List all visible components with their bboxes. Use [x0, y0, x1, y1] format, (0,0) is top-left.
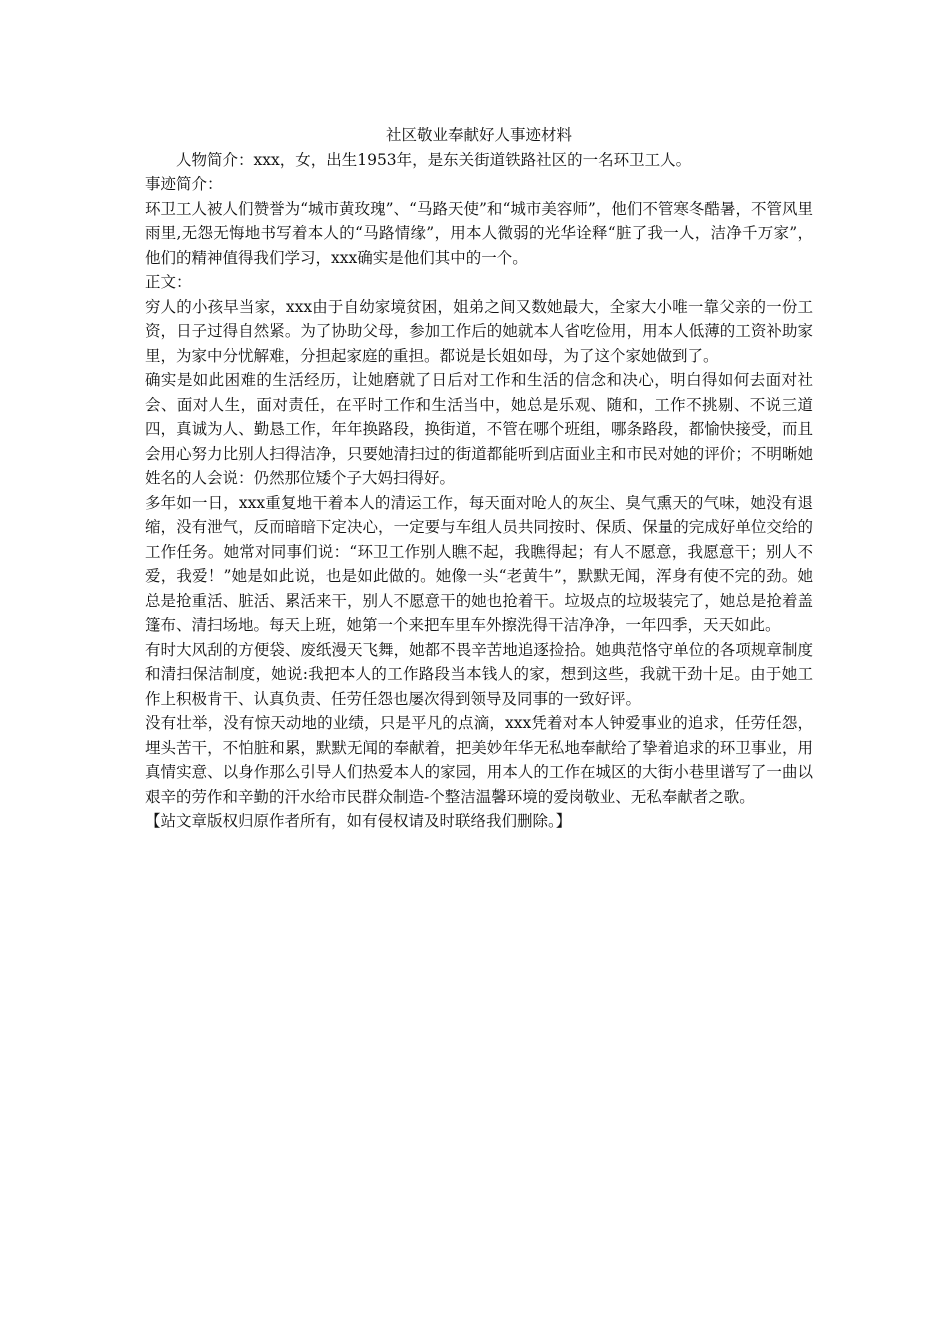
- body-paragraph-1: 穷人的小孩早当家，xxx由于自幼家境贫困，姐弟之间又数她最大，全家大小唯一靠父亲的一份工资，日子过得自然紧。为了协助父母，参加工作后的她就本人省吃俭用，用本人低薄的工资补助家里，为家中分忧解难，分担起家庭的重担。都说是长姐如母，为了这个家她做到了。: [145, 297, 813, 365]
- document-content: [145, 123, 813, 834]
- deeds-heading: 事迹简介：: [145, 175, 223, 193]
- body-paragraph-5: 没有壮举，没有惊天动地的业绩，只是平凡的点滴，xxx凭着对本人钟爱事业的追求，任劳任怨，埋头苦干，不怕脏和累，默默无闻的奉献着，把美妙年华无私地奉献给了挚着追求的环卫事业，用真情实意、以身作那么引导人们热爱本人的家园，用本人的工作在城区的大街小巷里谱写了一曲以艰辛的劳作和辛勤的汗水给市民群众制造-个整洁温馨环境的爱岗敬业、无私奉献者之歌。: [145, 714, 813, 806]
- body-paragraph-2: 确实是如此困难的生活经历，让她磨就了日后对工作和生活的信念和决心，明白得如何去面对社会、面对人生，面对责任，在平时工作和生活当中，她总是乐观、随和，工作不挑剔、不说三道四，真诚为人、勤恳工作，年年换路段，换街道，不管在哪个班组，哪条路段，都愉快接受，而且会用心努力比别人扫得洁净，只要她清扫过的街道都能听到店面业主和市民对她的评价；不明晰她姓名的人会说：仍然那位矮个子大妈扫得好。: [145, 371, 813, 487]
- deeds-summary-paragraph: 环卫工人被人们赞誉为“城市黄玫瑰”、“马路天使”和“城市美容师”，他们不管寒冬酷暑，不管风里雨里,无怨无悔地书写着本人的“马路情缘”，用本人微弱的光华诠释“脏了我一人，洁净千万家”，他们的精神值得我们学习，xxx确实是他们其中的一个。: [145, 199, 813, 267]
- body-paragraph-4: 有时大风刮的方便袋、废纸漫天飞舞，她都不畏辛苦地追逐捡拾。她典范恪守单位的各项规章制度和清扫保洁制度，她说:我把本人的工作路段当本钱人的家，想到这些，我就干劲十足。由于她工作上积极肯干、认真负责、任劳任怨也屡次得到领导及同事的一致好评。: [145, 640, 813, 708]
- document-title: 社区敬业奉献好人事迹材料: [385, 126, 572, 144]
- body-heading: 正文：: [145, 273, 192, 291]
- copyright-notice: 【站文章版权归原作者所有，如有侵权请及时联络我们删除。】: [145, 812, 572, 830]
- intro-paragraph: 人物简介：xxx，女，出生1953年，是东关街道铁路社区的一名环卫工人。: [176, 150, 692, 169]
- body-paragraph-3: 多年如一日，xxx重复地干着本人的清运工作，每天面对呛人的灰尘、臭气熏天的气味，她没有退缩，没有泄气，反而暗暗下定决心，一定要与车组人员共同按时、保质、保量的完成好单位交给的工作任务。她常对同事们说：“环卫工作别人瞧不起，我瞧得起；有人不愿意，我愿意干；别人不爱，我爱！”她是如此说，也是如此做的。她像一头“老黄牛”，默默无闻，浑身有使不完的劲。她总是抢重活、脏活、累活来干，别人不愿意干的她也抢着干。垃圾点的垃圾装完了，她总是抢着盖篷布、清扫场地。每天上班，她第一个来把车里车外擦洗得干洁净净，一年四季，天天如此。: [145, 493, 813, 634]
